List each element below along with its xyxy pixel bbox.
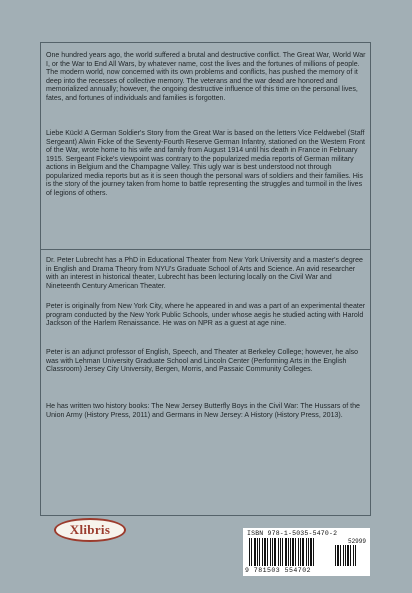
barcode-bars [249,538,329,566]
barcode-stripe [355,545,356,566]
author-text-1: Dr. Peter Lubrecht has a PhD in Educational Theater from New York University and a master's degree in English and Drama Theory from NYU's Graduate School of Arts and Science. An avid researcher with an interest in historical theater, Lubrecht has been lecturing locally on the Civil War and Nineteenth Century American Theater. [46,257,363,290]
author-paragraph-1 [46,257,366,291]
logo-text: Xlibris [69,522,111,537]
section-divider [40,249,371,250]
isbn-barcode [243,528,370,576]
summary-text-1: One hundred years ago, the world suffered a brutal and destructive conflict. The Great War, World War I, or the War to End All Wars, by whatever name, cost the lives and the fortunes of millions of people. The modern world, now concerned with its own problems and conflicts, has pushed the memory of it deep into the recesses of collective memory. The veterans and the war dead are honored and memorialized annually; however, the ongoing destructive influence of this time on the personal lives, fates, and fortunes of individuals and families is forgotten. [46,52,366,102]
summary-paragraph-1 [46,52,366,103]
author-text-4: He has written two history books: The New Jersey Butterfly Boys in the Civil War: The Hussars of the Union Army (History Press, 2011) and Germans in New Jersey: A History (History Press, 2013). [46,403,360,419]
price-code: 52999 [347,538,366,545]
barcode-digits: 9 781503 554702 [245,567,312,574]
barcode-addon-bars [335,545,365,566]
author-paragraph-2 [46,303,366,329]
author-text-3: Peter is an adjunct professor of English, Speech, and Theater at Berkeley College; however, he also was with Lehman University Graduate School and Lincoln Center (Performing Arts in the English Classroom) Jersey City University, Bergen, Morris, and Passaic Community Colleges. [46,349,359,373]
author-paragraph-4 [46,403,366,420]
summary-text-2: Liebe Kück! A German Soldier's Story from the Great War is based on the letters Vice Feldwebel (Staff Sergeant) Alwin Ficke of the Seventy-Fourth Reserve German Infantry, stationed on the Western Front of the War, wrote home to his wife and family from August 1914 until his death in France in February 1915. Sergeant Ficke's viewpoint was contrary to the popularized media reports of German military actions in Belgium and the Champagne Valley. This ugly war is best understood not through popularized media reports but as it is seen though the personal wars of soldiers and their families. His is the story of the journey taken from home to battle representing the struggles and turmoil in the lives of legions of others. [46,130,365,197]
author-text-2: Peter is originally from New York City, where he appeared in and was a part of an experimental theater program conducted by the New York Public Schools, under whose aegis he studied acting with Harold Jackson of the Harlem Renaissance. He was on NPR as a guest at age nine. [46,303,366,327]
summary-paragraph-2 [46,130,366,198]
barcode-stripe [313,538,314,566]
isbn-label: ISBN 978-1-5035-5470-2 [247,530,338,537]
author-paragraph-3 [46,349,366,375]
xlibris-logo [54,518,126,542]
